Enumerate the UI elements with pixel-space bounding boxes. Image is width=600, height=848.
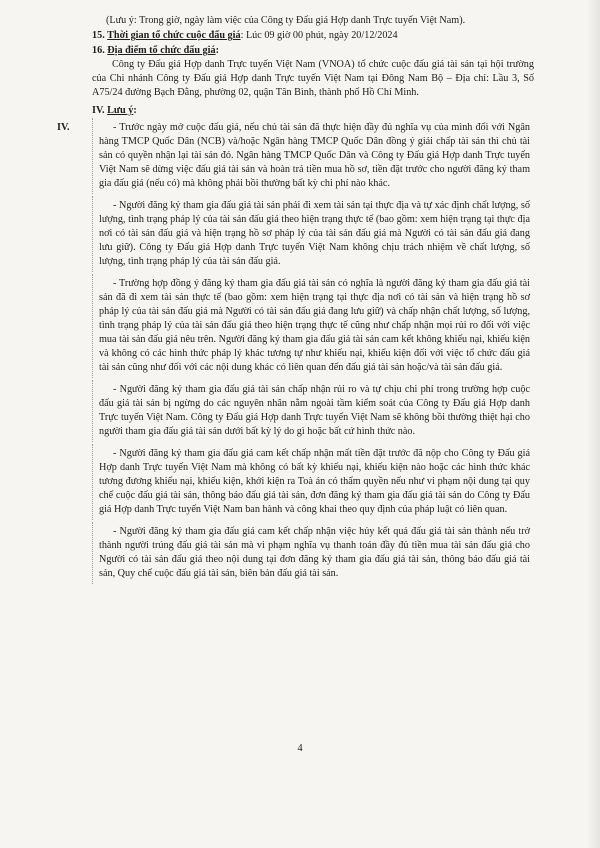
top-note: (Lưu ý: Trong giờ, ngày làm việc của Công ty Đấu giá Hợp danh Trực tuyến Việt Nam). — [106, 15, 466, 26]
note-text: - Người đăng ký tham gia đấu giá cam kết chấp nhận việc hủy kết quả đấu giá tài sản thành nếu trở thành người trúng đấu giá tài sản mà vi phạm nghĩa vụ thanh toán đầy đủ tiền mua tài sản đấu giá cho Người có tài sản đấu giá theo nội dung tại đơn đăng ký tham gia đấu giá tài sản, thông báo đấu giá tài sản, Quy chế cuộc đấu giá tài sản, biên bản đấu giá tài sản. — [99, 526, 530, 579]
section-15-text: : Lúc 09 giờ 00 phút, ngày 20/12/2024 — [240, 30, 398, 41]
note-item — [92, 522, 534, 584]
section-15-number: 15. — [92, 30, 105, 41]
note-item — [57, 118, 534, 194]
note-item — [92, 444, 534, 520]
note-item — [92, 196, 534, 272]
document-body — [57, 14, 534, 586]
section-16-body: Công ty Đấu giá Hợp danh Trực tuyến Việt Nam (VNOA) tổ chức cuộc đấu giá tài sản tại hội trường của Chi nhánh Công ty Đấu giá Hợp danh Trực tuyến Việt Nam tại Đông Nam Bộ – Địa chỉ: Lầu 3, Số A75/24 đường Bạch Đằng, phường 02, quận Tân Bình, thành phố Hồ Chí Minh. — [92, 59, 534, 98]
section-iv-title: Lưu ý — [107, 105, 134, 116]
note-text: - Trước ngày mở cuộc đấu giá, nếu chủ tài sản đã thực hiện đầy đủ nghĩa vụ của mình đối với Ngân hàng TMCP Quốc Dân (NCB) và/hoặc Ngân hàng TMCP Quốc Dân đồng ý giải chấp tài sản thì chủ tài sản có quyền nhận lại tài sản đó. Ngân hàng TMCP Quốc Dân và Công ty Đấu giá Hợp danh Trực tuyến Việt Nam sẽ dừng việc đấu giá tài sản và hoàn trả tiền mua hồ sơ, tiền đặt trước cho người đăng ký tham gia đấu giá (nếu có) mà không phải bồi thường bất kỳ chi phí nào khác. — [99, 122, 530, 189]
note-item — [92, 380, 534, 442]
section-iv-colon: : — [133, 105, 137, 116]
page-edge-shadow — [586, 0, 600, 848]
note-text: - Người đăng ký tham gia đấu giá cam kết chấp nhận mất tiền đặt trước đã nộp cho Công ty Đấu giá Hợp danh Trực tuyến Việt Nam mà không có bất kỳ khiếu nại, khiếu kiện nào hoặc các hình thức khác tương đương khiếu nại, khiếu kiện, khởi kiện ra Toà án có thẩm quyền nếu như vi phạm nội dung tại quy chế cuộc đấu giá tài sản, thông báo đấu giá tài sản, đơn đăng ký tham gia đấu giá tài sản do Công ty Đấu giá Hợp danh Trực tuyến Việt Nam ban hành và công khai theo quy định của pháp luật có liên quan. — [99, 448, 530, 515]
note-text: - Người đăng ký tham gia đấu giá tài sản phải đi xem tài sản tại thực địa và tự xác định chất lượng, số lượng, tình trạng pháp lý của tài sản đấu giá theo hiện trạng thực tế (bao gồm: xem hiện trạng tại thực địa nơi có tài sản đấu giá và hiện trạng hồ sơ pháp lý của tài sản đấu giá mà Người có tài sản đấu giá đang lưu giữ). Công ty Đấu giá Hợp danh Trực tuyến Việt Nam không chịu trách nhiệm về chất lượng, số lượng, tình trạng pháp lý của tài sản đấu giá. — [99, 200, 530, 267]
section-16-title: Địa điểm tổ chức đấu giá — [107, 45, 216, 56]
page-number: 4 — [297, 743, 303, 754]
note-text: - Trường hợp đồng ý đăng ký tham gia đấu giá tài sản có nghĩa là người đăng ký tham gia đấu giá tài sản đã đi xem tài sản thực tế (bao gồm: xem hiện trạng tại thực địa nơi có tài sản và hiện trạng hồ sơ pháp lý của tài sản đấu giá mà Người có tài sản đấu giá đang lưu giữ) và chấp nhận chất lượng, số lượng, tình trạng pháp lý của tài sản đấu giá theo hiện trạng thực tế cũng như chấp nhận mọi rủi ro đối với việc mua tài sản đấu giá nêu trên. Người đăng ký tham gia đấu giá tài sản cam kết không khiếu nại, khiếu kiện và không có các hình thức pháp lý khác tương tự như khiếu nại, khiếu kiện đối với việc tổ chức đấu giá tài sản cũng như đối với các nội dung khác có liên quan đến đấu giá tài sản hoặc/và tài sản đấu giá. — [99, 278, 530, 373]
section-iv-number: IV. — [92, 105, 105, 116]
section-15-title: Thời gian tổ chức cuộc đấu giá — [107, 30, 241, 41]
section-16-colon: : — [215, 45, 219, 56]
section-16-heading — [92, 44, 534, 58]
note-list-prefix: IV. — [57, 122, 70, 133]
note-text: - Người đăng ký tham gia đấu giá tài sản chấp nhận rủi ro và tự chịu chi phí trong trường hợp cuộc đấu giá tài sản bị ngừng do các nguyên nhân nằm ngoài tầm kiểm soát của Công ty Đấu giá Hợp danh Trực tuyến Việt Nam. Công ty Đấu giá Hợp danh Trực tuyến Việt Nam sẽ không bồi thường thiệt hại cho người tham gia đấu giá tài sản dưới bất kỳ lý do gì hoặc bất cứ hình thức nào. — [99, 384, 530, 437]
section-15-heading — [92, 29, 534, 43]
section-16-number: 16. — [92, 45, 105, 56]
note-item — [92, 274, 534, 378]
notes-list — [57, 118, 534, 584]
section-iv-heading — [92, 104, 534, 118]
